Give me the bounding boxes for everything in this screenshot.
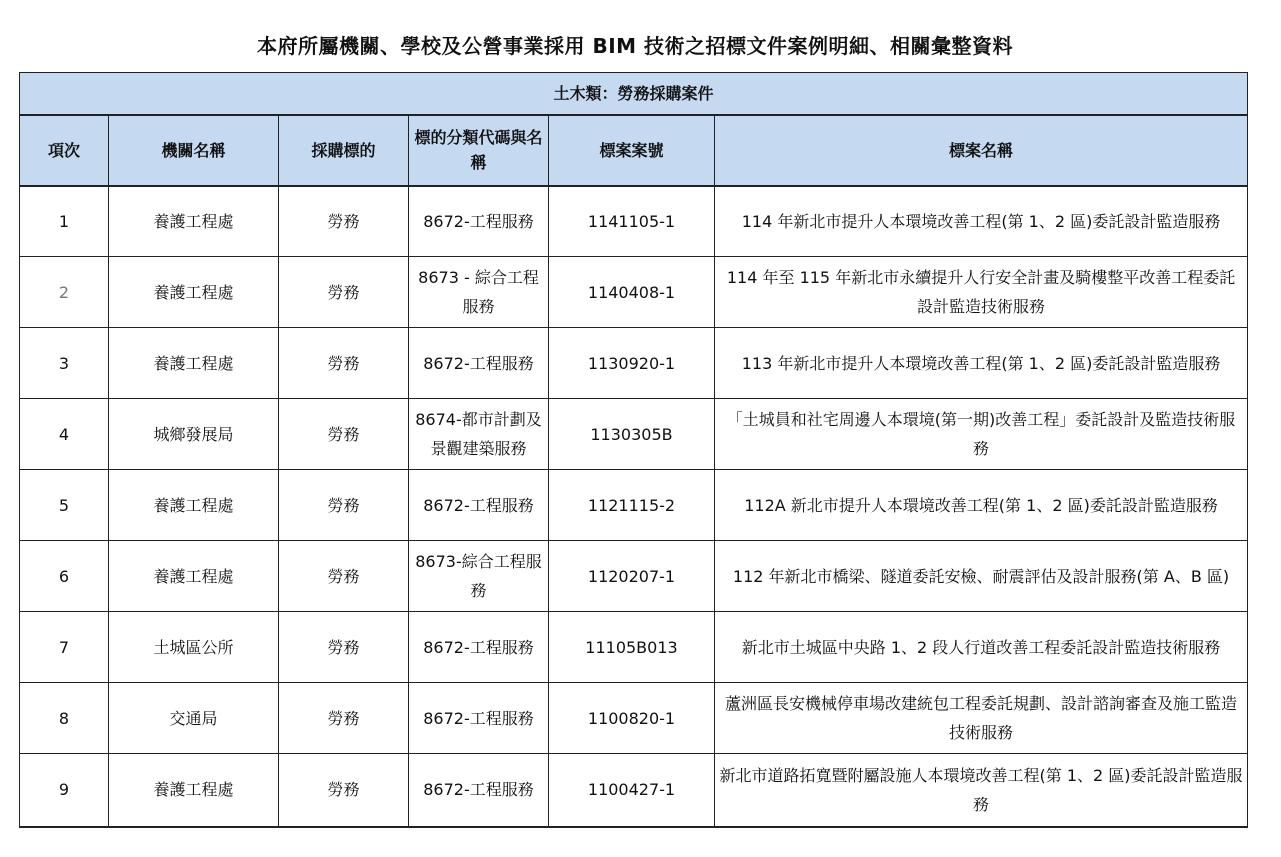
table-row: [20, 328, 1248, 399]
row-case-no: 1141105-1: [549, 186, 715, 257]
table-row: [20, 399, 1248, 470]
row-code: 8672-工程服務: [409, 328, 549, 399]
row-agency: 養護工程處: [109, 470, 279, 541]
row-case-no: 1100820-1: [549, 683, 715, 754]
row-code: 8673-綜合工程服務: [409, 541, 549, 612]
row-case-name: 新北市道路拓寬暨附屬設施人本環境改善工程(第 1、2 區)委託設計監造服務: [715, 754, 1248, 827]
section-title: 土木類：勞務採購案件: [20, 73, 1248, 115]
row-type: 勞務: [279, 541, 409, 612]
row-code: 8672-工程服務: [409, 470, 549, 541]
row-no: 7: [20, 612, 109, 683]
table-row: [20, 683, 1248, 754]
row-agency: 養護工程處: [109, 754, 279, 827]
column-header-case-name: 標案名稱: [715, 115, 1248, 186]
column-header-row: [20, 115, 1248, 186]
row-agency: 養護工程處: [109, 328, 279, 399]
row-case-no: 1120207-1: [549, 541, 715, 612]
row-code: 8672-工程服務: [409, 754, 549, 827]
row-code: 8672-工程服務: [409, 683, 549, 754]
row-case-name: 112A 新北市提升人本環境改善工程(第 1、2 區)委託設計監造服務: [715, 470, 1248, 541]
table-row: [20, 257, 1248, 328]
column-header-agency: 機關名稱: [109, 115, 279, 186]
column-header-case-no: 標案案號: [549, 115, 715, 186]
row-no: 1: [20, 186, 109, 257]
bim-case-table: [19, 72, 1248, 828]
row-type: 勞務: [279, 399, 409, 470]
row-no: 4: [20, 399, 109, 470]
section-header-row: [20, 73, 1248, 115]
row-agency: 土城區公所: [109, 612, 279, 683]
row-type: 勞務: [279, 612, 409, 683]
row-case-name: 114 年至 115 年新北市永續提升人行安全計畫及騎樓整平改善工程委託設計監造技術服務: [715, 257, 1248, 328]
row-case-no: 1121115-2: [549, 470, 715, 541]
row-case-name: 蘆洲區長安機械停車場改建統包工程委託規劃、設計諮詢審查及施工監造技術服務: [715, 683, 1248, 754]
row-code: 8674-都市計劃及景觀建築服務: [409, 399, 549, 470]
column-header-type: 採購標的: [279, 115, 409, 186]
row-code: 8672-工程服務: [409, 612, 549, 683]
row-case-name: 新北市土城區中央路 1、2 段人行道改善工程委託設計監造技術服務: [715, 612, 1248, 683]
row-no: 3: [20, 328, 109, 399]
row-no: 8: [20, 683, 109, 754]
row-agency: 養護工程處: [109, 186, 279, 257]
row-type: 勞務: [279, 754, 409, 827]
table-row: [20, 186, 1248, 257]
row-type: 勞務: [279, 186, 409, 257]
table-row: [20, 470, 1248, 541]
row-type: 勞務: [279, 683, 409, 754]
table-row: [20, 754, 1248, 827]
column-header-no: 項次: [20, 115, 109, 186]
row-type: 勞務: [279, 328, 409, 399]
row-no: 6: [20, 541, 109, 612]
table-row: [20, 541, 1248, 612]
row-type: 勞務: [279, 257, 409, 328]
row-case-name: 「土城員和社宅周邊人本環境(第一期)改善工程」委託設計及監造技術服務: [715, 399, 1248, 470]
row-case-no: 1100427-1: [549, 754, 715, 827]
row-case-no: 1140408-1: [549, 257, 715, 328]
row-code: 8673 - 綜合工程服務: [409, 257, 549, 328]
row-case-no: 11105B013: [549, 612, 715, 683]
row-agency: 交通局: [109, 683, 279, 754]
row-no: 2: [20, 257, 109, 328]
row-type: 勞務: [279, 470, 409, 541]
row-no: 5: [20, 470, 109, 541]
row-case-no: 1130305B: [549, 399, 715, 470]
row-case-name: 114 年新北市提升人本環境改善工程(第 1、2 區)委託設計監造服務: [715, 186, 1248, 257]
row-agency: 養護工程處: [109, 257, 279, 328]
document-title: 本府所屬機關、學校及公營事業採用 BIM 技術之招標文件案例明細、相關彙整資料: [256, 34, 1013, 58]
row-case-no: 1130920-1: [549, 328, 715, 399]
row-no: 9: [20, 754, 109, 827]
column-header-code: 標的分類代碼與名稱: [409, 115, 549, 186]
row-agency: 養護工程處: [109, 541, 279, 612]
row-case-name: 112 年新北市橋梁、隧道委託安檢、耐震評估及設計服務(第 A、B 區): [715, 541, 1248, 612]
row-case-name: 113 年新北市提升人本環境改善工程(第 1、2 區)委託設計監造服務: [715, 328, 1248, 399]
row-agency: 城鄉發展局: [109, 399, 279, 470]
table-row: [20, 612, 1248, 683]
row-code: 8672-工程服務: [409, 186, 549, 257]
